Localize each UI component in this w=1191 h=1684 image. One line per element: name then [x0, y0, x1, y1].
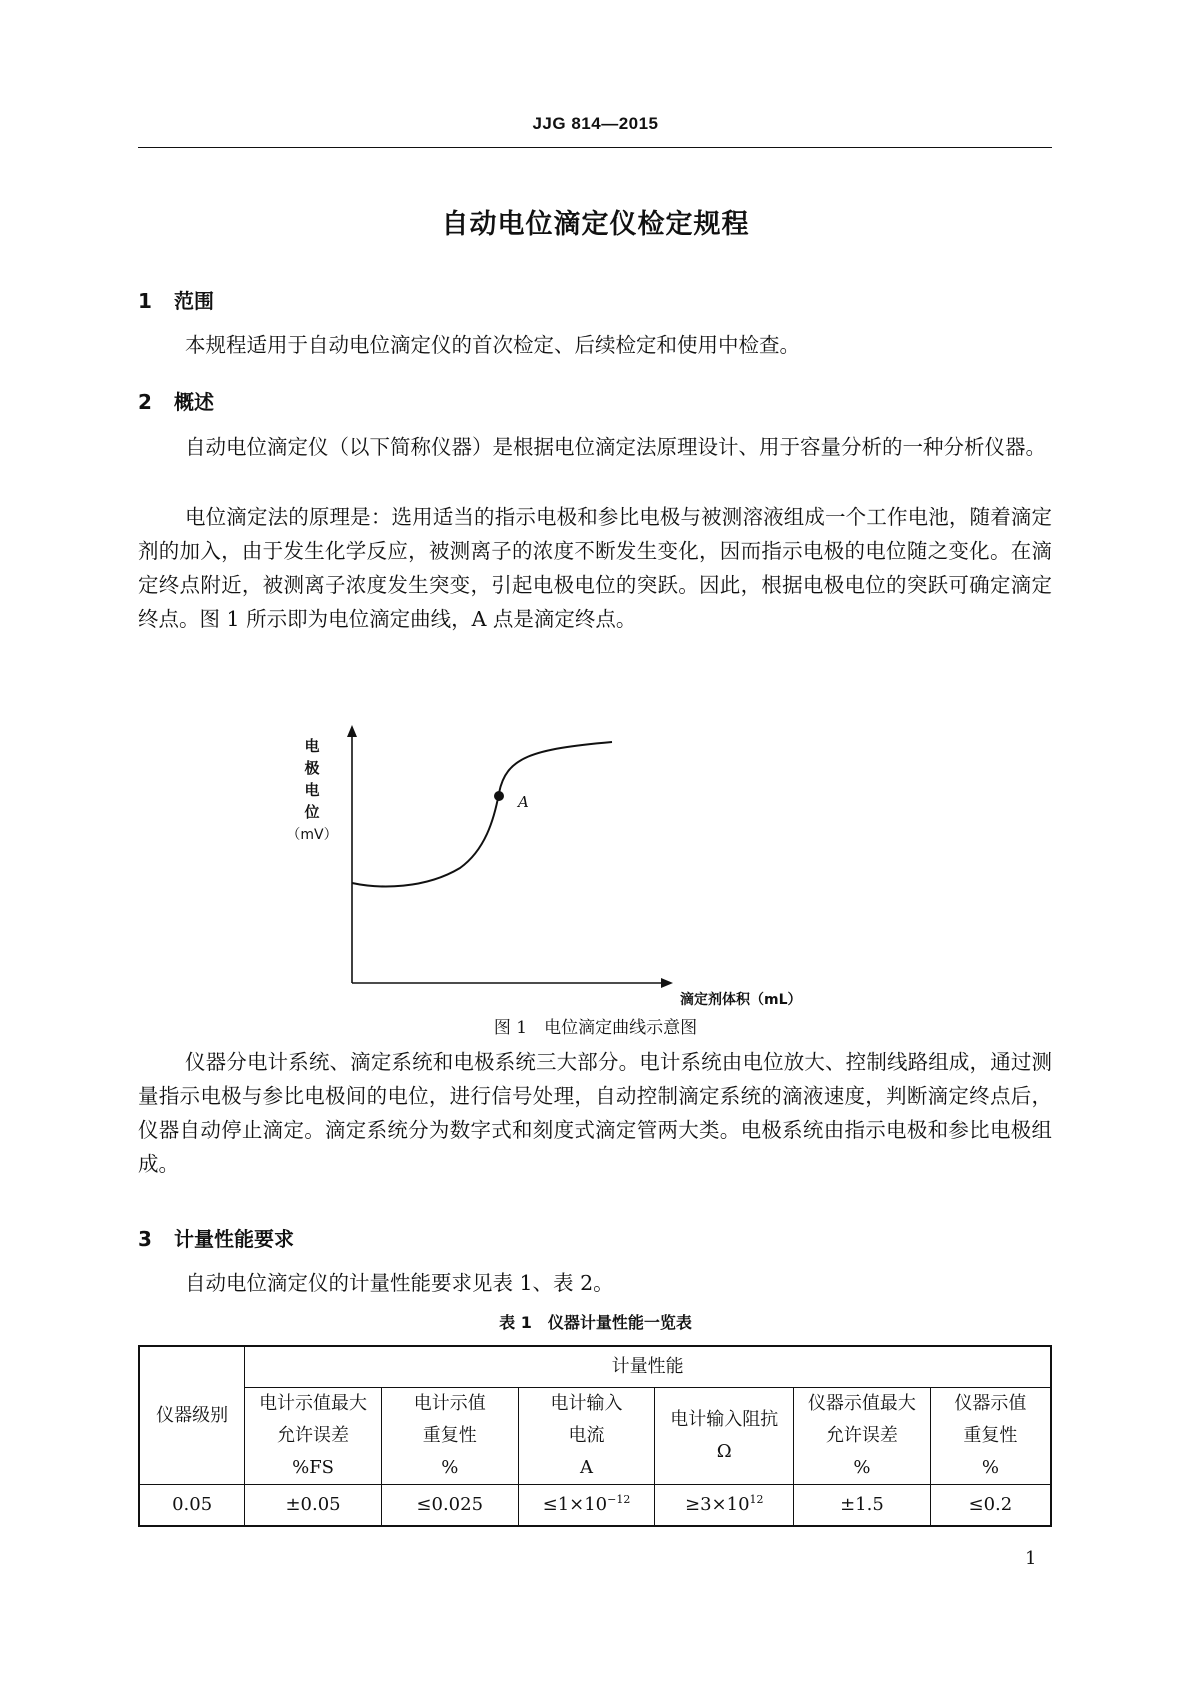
paragraph-overview-1: 自动电位滴定仪（以下简称仪器）是根据电位滴定法原理设计、用于容量分析的一种分析仪器。 [185, 435, 1046, 459]
paragraph-overview-2: 电位滴定法的原理是：选用适当的指示电极和参比电极与被测溶液组成一个工作电池，随着滴定剂的加入，由于发生化学反应，被测离子的浓度不断发生变化，因而指示电极的电位随之变化。在滴定终点附近，被测离子浓度发生突变，引起电极电位的突跃。因此，根据电极电位的突跃可确定滴定终点。图 1 所示即为电位滴定曲线，A 点是滴定终点。 [138, 505, 1052, 631]
paragraph-requirements: 自动电位滴定仪的计量性能要求见表 1、表 2。 [185, 1271, 614, 1295]
section-heading-scope [138, 285, 214, 314]
metrology-table [138, 1345, 1052, 1527]
document-code-header: JJG 814—2015 [532, 114, 659, 133]
page-number: 1 [1025, 1548, 1037, 1569]
header-line: % [441, 1457, 459, 1478]
section-number: 1 [138, 289, 152, 313]
cell-exponent: 12 [749, 1493, 764, 1506]
table-header-cell [930, 1388, 1051, 1485]
header-line: 电流 [568, 1425, 605, 1446]
y-axis-label-unit: （mV） [286, 827, 338, 843]
titration-curve-figure [286, 725, 860, 1010]
document-title: 自动电位滴定仪检定规程 [441, 209, 750, 240]
header-line: 仪器示值最大 [807, 1393, 916, 1414]
table-cell [518, 1485, 655, 1527]
section-title: 计量性能要求 [174, 1227, 294, 1251]
table-header-cell [518, 1388, 655, 1485]
section-number: 3 [138, 1227, 152, 1251]
table-header-cell [655, 1388, 794, 1485]
header-line: 允许误差 [277, 1425, 350, 1446]
section-number: 2 [138, 390, 152, 414]
header-line: A [579, 1457, 593, 1478]
y-axis-label-char: 极 [304, 759, 320, 777]
table-cell: ±0.05 [245, 1485, 382, 1527]
header-line: 重复性 [422, 1425, 477, 1446]
table-caption: 表 1 仪器计量性能一览表 [499, 1313, 692, 1332]
paragraph-scope: 本规程适用于自动电位滴定仪的首次检定、后续检定和使用中检查。 [185, 333, 800, 357]
header-line: 电计输入阻抗 [670, 1409, 779, 1430]
table-header-row [139, 1346, 1051, 1388]
table-cell: ≤0.025 [381, 1485, 518, 1527]
cell-value: ≥3×10 [685, 1494, 750, 1515]
cell-value: ≤1×10 [542, 1494, 608, 1515]
x-axis-arrow [661, 978, 673, 988]
table-row [139, 1485, 1051, 1527]
endpoint-marker [494, 791, 504, 801]
x-axis-label: 滴定剂体积（mL） [680, 992, 802, 1008]
header-line: Ω [716, 1441, 732, 1462]
y-axis-label-char: 电 [304, 781, 320, 799]
header-line: 允许误差 [825, 1425, 898, 1446]
header-line: 电计示值 [413, 1393, 486, 1414]
header-divider [138, 147, 1052, 148]
endpoint-label: A [518, 793, 529, 811]
section-title: 概述 [174, 390, 214, 414]
paragraph-overview-3: 仪器分电计系统、滴定系统和电极系统三大部分。电计系统由电位放大、控制线路组成，通过测量指示电极与参比电极间的电位，进行信号处理，自动控制滴定系统的滴液速度，判断滴定终点后，仪器自动停止滴定。滴定系统分为数字式和刻度式滴定管两大类。电极系统由指示电极和参比电极组成。 [138, 1050, 1052, 1176]
section-heading-requirements [138, 1223, 294, 1252]
y-axis-arrow [347, 725, 357, 737]
table-header-cell: 仪器级别 [139, 1346, 245, 1485]
header-line: % [981, 1457, 999, 1478]
header-line: 电计示值最大 [259, 1393, 368, 1414]
table-header-cell [381, 1388, 518, 1485]
table-header-cell [245, 1388, 382, 1485]
table-cell [655, 1485, 794, 1527]
y-axis-label-char: 电 [304, 737, 320, 755]
y-axis-label-char: 位 [304, 803, 320, 821]
titration-curve [352, 742, 612, 886]
table-cell: 0.05 [139, 1485, 245, 1527]
header-line: %FS [292, 1457, 335, 1478]
section-title: 范围 [174, 289, 214, 313]
table-header-cell [794, 1388, 931, 1485]
table-cell: ≤0.2 [930, 1485, 1051, 1527]
header-line: 重复性 [963, 1425, 1018, 1446]
cell-exponent: −12 [607, 1493, 631, 1506]
figure-caption: 图 1 电位滴定曲线示意图 [493, 1018, 698, 1038]
header-line: % [853, 1457, 871, 1478]
header-line: 电计输入 [550, 1393, 623, 1414]
table-header-row [139, 1388, 1051, 1485]
header-line: 仪器示值 [954, 1393, 1027, 1414]
table-header-cell: 计量性能 [245, 1346, 1051, 1388]
section-heading-overview [138, 386, 214, 415]
table-cell: ±1.5 [794, 1485, 931, 1527]
